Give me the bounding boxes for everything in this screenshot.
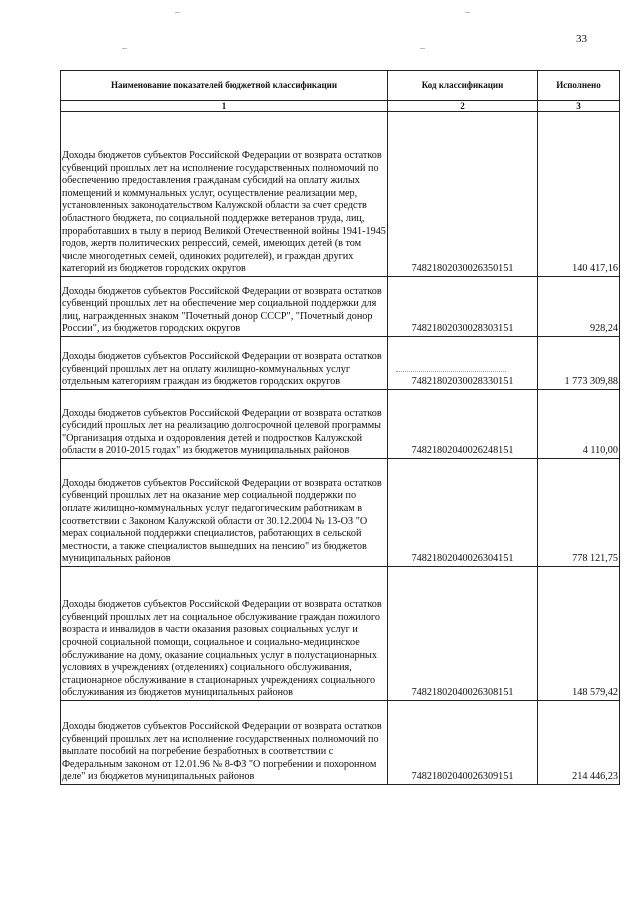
column-number-2: 2 <box>388 101 538 112</box>
table-row <box>61 701 620 785</box>
scan-speck <box>420 48 425 49</box>
scan-speck <box>465 12 470 13</box>
scan-speck <box>175 12 180 13</box>
header-code: Код классификации <box>388 71 538 101</box>
row-amount: 214 446,23 <box>538 701 620 785</box>
row-code: 74821802040026308151 <box>388 567 538 701</box>
row-amount: 148 579,42 <box>538 567 620 701</box>
table-row <box>61 277 620 337</box>
row-amount: 1 773 309,88 <box>538 337 620 390</box>
row-amount: 4 110,00 <box>538 390 620 459</box>
row-name: Доходы бюджетов субъектов Российской Федерации от возврата остатков субвенций прошлых лет на исполнение государственных полномочий по обеспечению предоставления гражданам субсидий на оплату жилых помещений и коммунальных услуг, осуществление реализации мер, установленных законодательством Калужской области за счет средств областного бюджета, по социальной поддержке ветеранов труда, лиц, проработавших в тылу в период Великой Отечественной войны 1941-1945 годов, жертв политических репрессий, семей, имеющих детей (в том числе многодетных семей, одиноких родителей), и граждан других категорий из бюджетов городских округов <box>61 112 388 277</box>
row-code: 74821802030028330151 <box>388 337 538 390</box>
column-number-3: 3 <box>538 101 620 112</box>
row-code: 74821802030028303151 <box>388 277 538 337</box>
row-code: 74821802030026350151 <box>388 112 538 277</box>
row-code: 74821802040026248151 <box>388 390 538 459</box>
row-name: Доходы бюджетов субъектов Российской Федерации от возврата остатков субвенций прошлых лет на обеспечение мер социальной поддержки для лиц, награжденных знаком "Почетный донор СССР", "Почетный донор России", из бюджетов городских округов <box>61 277 388 337</box>
row-amount: 928,24 <box>538 277 620 337</box>
header-name: Наименование показателей бюджетной классификации <box>61 71 388 101</box>
table-row <box>61 567 620 701</box>
table-row <box>61 337 620 390</box>
page-number: 33 <box>576 33 587 45</box>
table-row <box>61 390 620 459</box>
row-name: Доходы бюджетов субъектов Российской Федерации от возврата остатков субвенций прошлых лет на оплату жилищно-коммунальных услуг отдельным категориям граждан из бюджетов городских округов <box>61 337 388 390</box>
row-name: Доходы бюджетов субъектов Российской Федерации от возврата остатков субсидий прошлых лет на реализацию долгосрочной целевой программы "Организация отдыха и оздоровления детей и подростков Калужской области в 2010-2015 годах" из бюджетов муниципальных районов <box>61 390 388 459</box>
header-row <box>61 71 620 101</box>
column-number-1: 1 <box>61 101 388 112</box>
row-code: 74821802040026304151 <box>388 459 538 567</box>
row-amount: 140 417,16 <box>538 112 620 277</box>
row-code: 74821802040026309151 <box>388 701 538 785</box>
table-row <box>61 459 620 567</box>
scan-speck <box>122 48 127 49</box>
table-row <box>61 112 620 277</box>
budget-classification-table <box>60 70 620 785</box>
column-number-row <box>61 101 620 112</box>
row-name: Доходы бюджетов субъектов Российской Федерации от возврата остатков субвенций прошлых лет на исполнение государственных полномочий по выплате пособий на погребение безработных в соответствии с Федеральным законом от 12.01.96 № 8-ФЗ "О погребении и похоронном деле" из бюджетов муниципальных районов <box>61 701 388 785</box>
header-amount: Исполнено <box>538 71 620 101</box>
scan-dotted-line <box>396 371 506 372</box>
row-amount: 778 121,75 <box>538 459 620 567</box>
row-name: Доходы бюджетов субъектов Российской Федерации от возврата остатков субвенций прошлых лет на оказание мер социальной поддержки по оплате жилищно-коммунальных услуг педагогическим работникам в соответствии с Законом Калужской области от 30.12.2004 № 13-ОЗ "О мерах социальной поддержки специалистов, работающих в сельской местности, а также специалистов вышедших на пенсию" из бюджетов муниципальных районов <box>61 459 388 567</box>
row-name: Доходы бюджетов субъектов Российской Федерации от возврата остатков субвенций прошлых лет на социальное обслуживание граждан пожилого возраста и инвалидов в части оказания разовых социальных услуг и срочной социальной помощи, социальное и социально-медицинское обслуживание на дому, оказание социальных услуг в полустационарных условиях в учреждениях (отделениях) социального обслуживания, стационарное обслуживание в стационарных учреждениях социального обслуживания из бюджетов муниципальных районов <box>61 567 388 701</box>
